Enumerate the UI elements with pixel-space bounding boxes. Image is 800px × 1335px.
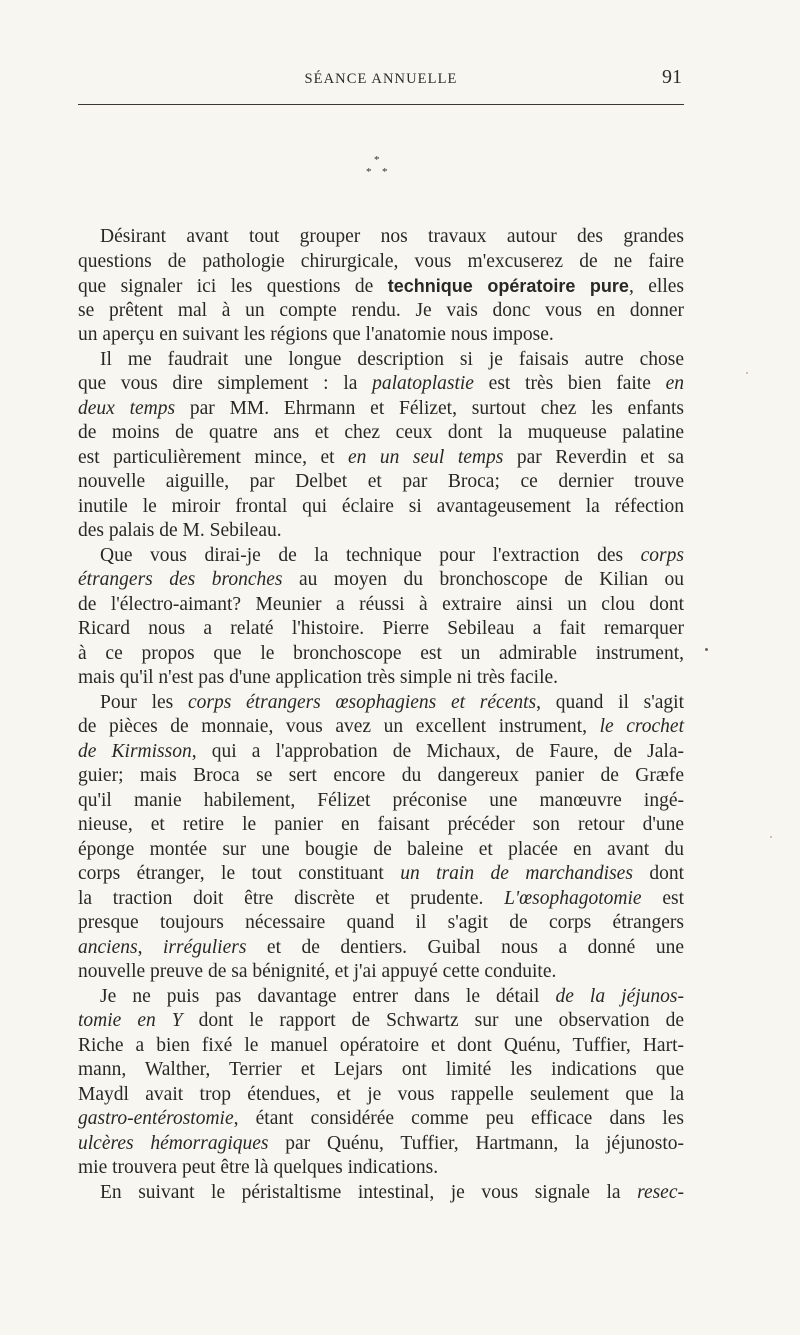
text-line	[100, 1181, 684, 1205]
text-line	[78, 838, 684, 862]
italic-text: étrangers des bronches	[78, 569, 283, 590]
text-run: est particulièrement mince, et	[78, 447, 349, 468]
text-line	[78, 1083, 684, 1107]
running-title: SÉANCE ANNUELLE	[304, 71, 458, 87]
text-run: mie trouvera peut être là quelques indications.	[78, 1157, 439, 1178]
italic-text: irréguliers	[162, 937, 247, 958]
text-run: nouvelle aiguille, par Delbet et par Broca; ce dernier trouve	[78, 471, 684, 492]
text-run: presque toujours nécessaire quand il s'agit de corps étrangers	[78, 912, 684, 933]
text-run: mann, Walther, Terrier et Lejars ont limité les indications que	[78, 1059, 684, 1080]
header-rule	[78, 104, 684, 105]
text-run: En suivant le péristaltisme intestinal, je vous signale la	[100, 1182, 638, 1203]
text-line	[78, 862, 684, 886]
text-run: un aperçu en suivant les régions que l'anatomie nous impose.	[78, 324, 554, 345]
text-line	[100, 985, 684, 1009]
text-line	[100, 348, 684, 372]
text-run: la traction doit être discrète et prudente.	[78, 888, 505, 909]
text-run: , étant considérée comme peu efficace dans les	[233, 1108, 684, 1129]
paper-speck	[770, 836, 772, 838]
text-line	[78, 495, 684, 519]
text-line	[78, 666, 684, 690]
italic-text: en un seul temps	[348, 447, 504, 468]
text-run: que vous dire simplement : la	[78, 373, 373, 394]
text-run: est	[641, 888, 684, 909]
asterism-star-left: *	[366, 166, 372, 178]
text-run: Ricard nous a relaté l'histoire. Pierre Sebileau a fait remarquer	[78, 618, 684, 639]
text-line	[100, 544, 684, 568]
text-run: nieuse, et retire le panier en faisant précéder son retour d'une	[78, 814, 684, 835]
text-line	[78, 789, 684, 813]
text-run: de moins de quatre ans et chez ceux dont la muqueuse palatine	[78, 422, 684, 443]
italic-text: le crochet	[599, 716, 684, 737]
text-run: qu'il manie habilement, Félizet préconise une manœuvre ingé-	[78, 790, 684, 811]
italic-text: un train de marchandises	[400, 863, 633, 884]
italic-text: corps	[640, 545, 684, 566]
text-run: se prêtent mal à un compte rendu. Je vais donc vous en donner	[78, 300, 684, 321]
italic-text: ulcères hémorragiques	[78, 1133, 269, 1154]
text-run: au moyen du bronchoscope de Kilian ou	[282, 569, 684, 590]
text-run: corps étranger, le tout constituant	[78, 863, 401, 884]
running-head	[78, 66, 684, 94]
text-run: par MM. Ehrmann et Félizet, surtout chez les enfants	[175, 398, 684, 419]
italic-text: de la jéjunos-	[555, 986, 684, 1007]
text-line	[78, 887, 684, 911]
italic-text: en	[665, 373, 684, 394]
text-line	[78, 813, 684, 837]
text-run: questions de pathologie chirurgicale, vous m'excuserez de ne faire	[78, 251, 684, 272]
text-line	[78, 960, 684, 984]
text-line	[78, 715, 684, 739]
text-line	[78, 617, 684, 641]
italic-text: anciens	[78, 937, 138, 958]
text-run: à ce propos que le bronchoscope est un admirable instrument,	[78, 643, 684, 664]
text-run: guier; mais Broca se sert encore du dangereux panier de Græfe	[78, 765, 684, 786]
italic-text: tomie en Y	[78, 1010, 183, 1031]
text-line	[100, 225, 684, 249]
text-run: , qui a l'approbation de Michaux, de Faure, de Jala-	[191, 741, 684, 762]
text-run: , elles	[628, 276, 685, 297]
text-run: Pour les	[100, 692, 188, 713]
text-line	[78, 250, 684, 274]
italic-text: resec-	[637, 1182, 684, 1203]
text-run: est très bien faite	[473, 373, 666, 394]
text-run: que signaler ici les questions de	[78, 276, 388, 297]
text-line	[78, 593, 684, 617]
italic-text: corps étrangers œsophagiens et récents	[187, 692, 537, 713]
text-run: Il me faudrait une longue description si je faisais autre chose	[100, 349, 684, 370]
text-line	[78, 397, 684, 421]
text-run: éponge montée sur une bougie de baleine et placée en avant du	[78, 839, 684, 860]
text-line	[78, 299, 684, 323]
text-run: de l'électro-aimant? Meunier a réussi à extraire ainsi un clou dont	[78, 594, 684, 615]
text-run: nouvelle preuve de sa bénignité, et j'ai appuyé cette conduite.	[78, 961, 557, 982]
text-run: par Quénu, Tuffier, Hartmann, la jéjunosto-	[268, 1133, 684, 1154]
text-run: Riche a bien fixé le manuel opératoire et dont Quénu, Tuffier, Hart-	[78, 1035, 684, 1056]
text-line	[78, 1132, 684, 1156]
text-run: ,	[137, 937, 163, 958]
margin-mark	[705, 648, 708, 651]
text-run: Je ne puis pas davantage entrer dans le détail	[100, 986, 556, 1007]
text-run: et de dentiers. Guibal nous a donné une	[246, 937, 685, 958]
text-run: de pièces de monnaie, vous avez un excellent instrument,	[78, 716, 600, 737]
italic-text: palatoplastie	[372, 373, 474, 394]
text-line	[78, 568, 684, 592]
italic-text: L'œsophagotomie	[504, 888, 642, 909]
text-run: dont	[632, 863, 685, 884]
text-run: Maydl avait trop étendues, et je vous rappelle seulement que la	[78, 1084, 684, 1105]
asterism-star-top: *	[374, 154, 380, 166]
text-line	[78, 911, 684, 935]
text-run: Désirant avant tout grouper nos travaux autour des grandes	[100, 226, 684, 247]
text-line	[78, 470, 684, 494]
text-run: inutile le miroir frontal qui éclaire si avantageusement la réfection	[78, 496, 684, 517]
text-line	[78, 323, 684, 347]
text-line	[78, 1156, 684, 1180]
italic-text: deux temps	[78, 398, 176, 419]
bold-text: technique opératoire pure	[387, 276, 629, 296]
page-number: 91	[662, 66, 682, 88]
text-run: mais qu'il n'est pas d'une application très simple ni très facile.	[78, 667, 559, 688]
text-run: des palais de M. Sebileau.	[78, 520, 282, 541]
text-run: , quand il s'agit	[536, 692, 685, 713]
text-line	[78, 519, 684, 543]
text-line	[78, 1107, 684, 1131]
text-run: par Reverdin et sa	[503, 447, 685, 468]
text-line	[78, 936, 684, 960]
asterism-ornament	[363, 155, 393, 185]
italic-text: de Kirmisson	[78, 741, 192, 762]
asterism-star-right: *	[382, 166, 388, 178]
text-line	[78, 1034, 684, 1058]
text-line	[78, 1058, 684, 1082]
text-line	[78, 764, 684, 788]
text-line	[78, 372, 684, 396]
text-line	[78, 274, 684, 298]
paper-speck	[746, 372, 748, 374]
text-run: Que vous dirai-je de la technique pour l'extraction des	[100, 545, 641, 566]
text-line	[78, 642, 684, 666]
italic-text: gastro-entérostomie	[78, 1108, 234, 1129]
text-line	[78, 446, 684, 470]
text-line	[78, 1009, 684, 1033]
text-line	[78, 421, 684, 445]
text-line	[78, 740, 684, 764]
text-run: dont le rapport de Schwartz sur une observation de	[182, 1010, 684, 1031]
text-line	[100, 691, 684, 715]
